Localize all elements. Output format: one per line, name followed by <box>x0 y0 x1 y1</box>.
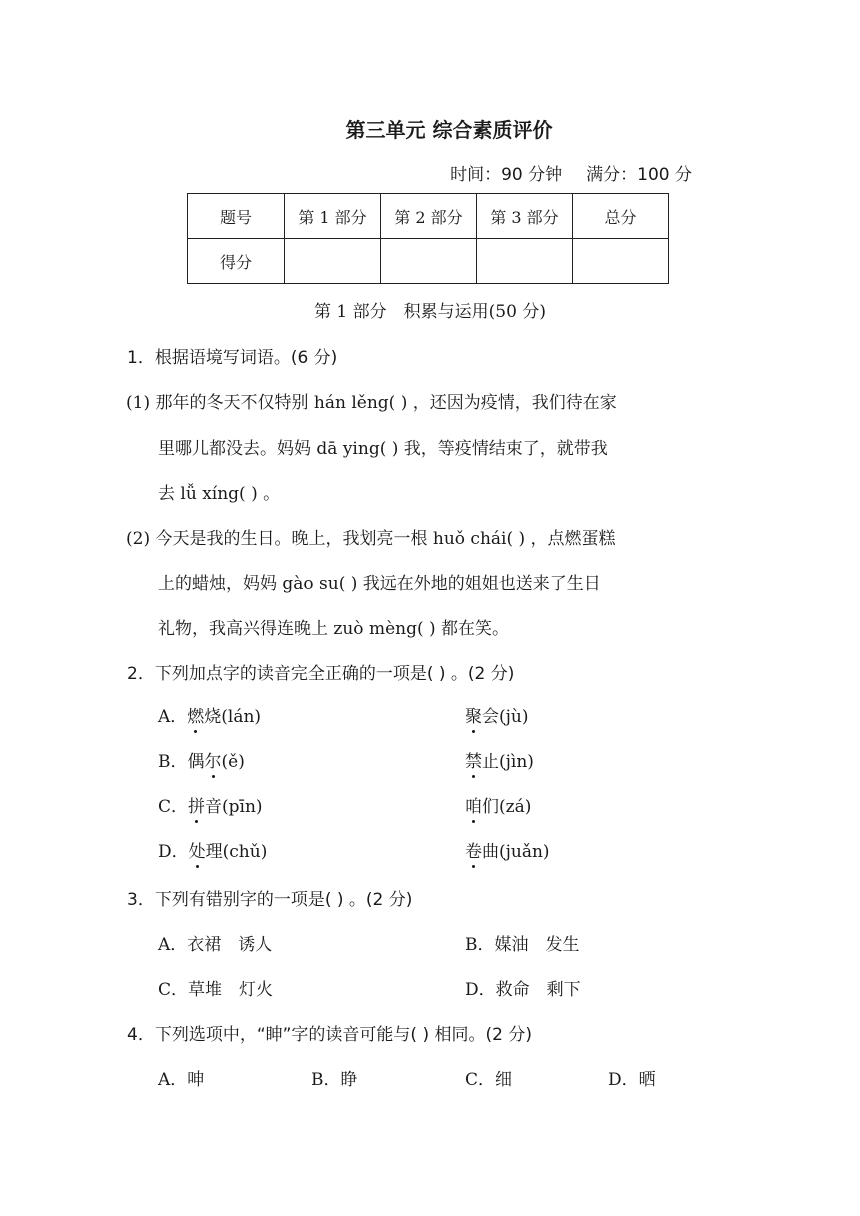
score-header-cell: 第 2 部分 <box>381 194 477 239</box>
exam-meta <box>450 160 692 185</box>
question-2-option-d-word2: 卷曲(juǎn) <box>465 837 550 862</box>
question-3-option-c: C．草堆 灯火 <box>158 980 274 1000</box>
full-score: 满分：100 分 <box>586 165 692 185</box>
score-table-header-row <box>188 194 669 239</box>
question-4-option-b: B．睁 <box>311 1070 358 1090</box>
question-2-option-d-word1: D．处理(chǔ) <box>158 837 267 862</box>
score-row-label: 得分 <box>188 239 285 284</box>
question-2-option-b-word1: B．偶尔(ě) <box>158 747 245 772</box>
question-1-part2-line2: 上的蜡烛，妈妈 gào su( ) 我远在外地的姐姐也送来了生日 <box>158 574 601 594</box>
question-3-option-d: D．救命 剩下 <box>465 980 581 1000</box>
question-1-part2-line1: (2) 今天是我的生日。晚上，我划亮一根 huǒ chái( ) ，点燃蛋糕 <box>126 529 616 549</box>
score-cell[interactable] <box>477 239 573 284</box>
question-3-option-a: A．衣裙 诱人 <box>158 935 273 955</box>
score-table <box>187 193 669 284</box>
question-2-option-c-word1: C．拼音(pīn) <box>158 792 263 817</box>
question-3-stem: 3．下列有错别字的一项是( ) 。(2 分) <box>127 890 413 910</box>
question-4-stem: 4．下列选项中，“眒”字的读音可能与( ) 相同。(2 分) <box>127 1025 532 1045</box>
question-1-part1-line1: (1) 那年的冬天不仅特别 hán lěng( ) ，还因为疫情，我们待在家 <box>126 393 617 413</box>
question-3-option-b: B．媒油 发生 <box>465 935 580 955</box>
question-1-part1-line3: 去 lǚ xíng( ) 。 <box>158 484 281 504</box>
question-2-option-a-word1: A．燃烧(lán) <box>158 702 261 727</box>
score-table-row <box>188 239 669 284</box>
question-4-option-c: C．细 <box>465 1070 513 1090</box>
score-cell[interactable] <box>285 239 381 284</box>
question-4-option-d: D．晒 <box>608 1070 656 1090</box>
score-header-cell: 总分 <box>573 194 669 239</box>
page-title: 第三单元 综合素质评价 <box>345 118 553 142</box>
question-2-option-a-word2: 聚会(jù) <box>465 702 528 727</box>
part1-heading: 第 1 部分 积累与运用(50 分) <box>314 302 546 322</box>
question-2-option-c-word2: 咱们(zá) <box>465 792 531 817</box>
question-1-part2-line3: 礼物，我高兴得连晚上 zuò mèng( ) 都在笑。 <box>158 619 510 639</box>
score-cell[interactable] <box>573 239 669 284</box>
score-header-cell: 第 1 部分 <box>285 194 381 239</box>
question-1-part1-line2: 里哪儿都没去。妈妈 dā ying( ) 我，等疫情结束了，就带我 <box>158 439 608 459</box>
question-4-option-a: A．呻 <box>158 1070 205 1090</box>
question-1-stem: 1．根据语境写词语。(6 分) <box>127 348 338 368</box>
score-cell[interactable] <box>381 239 477 284</box>
score-header-cell: 第 3 部分 <box>477 194 573 239</box>
question-2-stem: 2．下列加点字的读音完全正确的一项是( ) 。(2 分) <box>127 664 515 684</box>
time-limit: 时间：90 分钟 <box>450 165 563 185</box>
score-header-cell: 题号 <box>188 194 285 239</box>
question-2-option-b-word2: 禁止(jìn) <box>465 747 534 772</box>
